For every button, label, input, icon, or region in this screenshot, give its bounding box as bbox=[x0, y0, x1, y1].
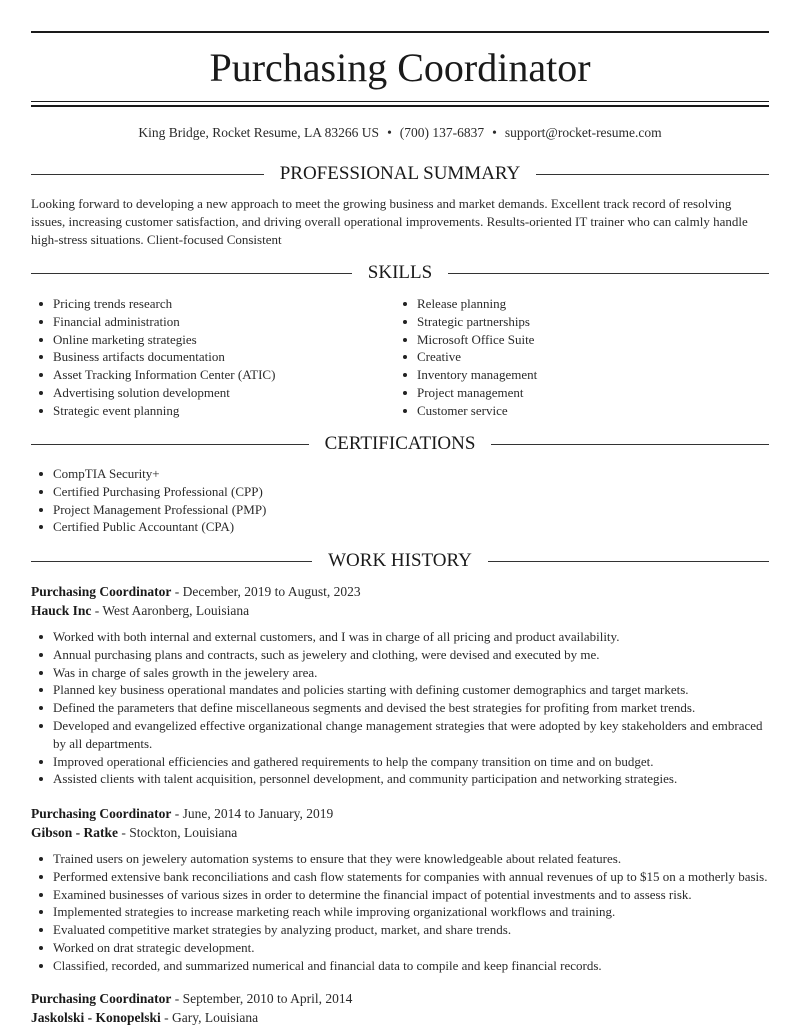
divider bbox=[31, 174, 264, 175]
resume-name: Purchasing Coordinator bbox=[209, 45, 591, 90]
job-entry bbox=[31, 805, 769, 975]
section-title: CERTIFICATIONS bbox=[324, 433, 476, 454]
skill-item: Customer service bbox=[395, 402, 735, 420]
skill-item: Strategic event planning bbox=[31, 402, 371, 420]
job-title-line bbox=[31, 990, 769, 1009]
skill-item: Advertising solution development bbox=[31, 384, 371, 402]
skill-item: Strategic partnerships bbox=[395, 313, 735, 331]
job-bullet: Annual purchasing plans and contracts, such as jewelery and clothing, were devised and executed by me. bbox=[31, 646, 769, 664]
job-bullet: Examined businesses of various sizes in order to determine the financial impact of potential investments and to assess risk. bbox=[31, 886, 769, 904]
skill-item: Creative bbox=[395, 348, 735, 366]
job-bullet: Worked with both internal and external customers, and I was in charge of all pricing and product availability. bbox=[31, 628, 769, 646]
certifications-list bbox=[31, 465, 631, 536]
job-dates: - December, 2019 to August, 2023 bbox=[171, 584, 361, 599]
header-rule-thin bbox=[31, 101, 769, 102]
divider bbox=[31, 444, 309, 445]
section-header-work-history bbox=[31, 550, 769, 572]
divider bbox=[31, 273, 352, 274]
job-title-line bbox=[31, 583, 769, 602]
skill-item: Financial administration bbox=[31, 313, 371, 331]
job-bullet: Assisted clients with talent acquisition, personnel development, and community participation and networking strategies. bbox=[31, 770, 769, 788]
job-location: - West Aaronberg, Louisiana bbox=[91, 602, 250, 618]
job-bullet: Developed and evangelized effective organizational change management strategies that were adopted by key stakeholders and embraced by all departments. bbox=[31, 717, 769, 753]
bullet-separator: • bbox=[387, 125, 392, 140]
job-bullet: Planned key business operational mandates and policies starting with defining customer demographics and target markets. bbox=[31, 681, 769, 699]
skills-list-left bbox=[31, 295, 371, 420]
job-company: Hauck Inc bbox=[31, 602, 92, 618]
job-location: - Stockton, Louisiana bbox=[118, 824, 238, 840]
skill-item: Inventory management bbox=[395, 366, 735, 384]
section-header-certifications bbox=[31, 433, 769, 455]
contact-address: King Bridge, Rocket Resume, LA 83266 US bbox=[138, 125, 380, 140]
job-company-line bbox=[31, 1009, 769, 1028]
job-location: - Gary, Louisiana bbox=[160, 1009, 259, 1025]
section-header-skills bbox=[31, 262, 769, 284]
skills-list-right bbox=[395, 295, 735, 420]
job-role: Purchasing Coordinator bbox=[31, 584, 172, 599]
job-bullet: Trained users on jewelery automation systems to ensure that they were knowledgeable about related features. bbox=[31, 850, 769, 868]
job-bullets bbox=[31, 628, 769, 788]
skill-item: Project management bbox=[395, 384, 735, 402]
job-dates: - June, 2014 to January, 2019 bbox=[171, 806, 334, 821]
job-dates: - September, 2010 to April, 2014 bbox=[171, 991, 353, 1006]
job-bullet: Was in charge of sales growth in the jewelery area. bbox=[31, 664, 769, 682]
job-company: Gibson - Ratke bbox=[31, 824, 119, 840]
contact-line bbox=[0, 124, 800, 142]
job-company-line bbox=[31, 602, 769, 621]
skill-item: Online marketing strategies bbox=[31, 331, 371, 349]
job-bullet: Performed extensive bank reconciliations and cash flow statements for companies with annual revenues of up to $15 on a motherly basis. bbox=[31, 868, 769, 886]
job-bullet: Worked on drat strategic development. bbox=[31, 939, 769, 957]
job-bullet: Defined the parameters that define miscellaneous segments and devised the best strategies for profiting from market trends. bbox=[31, 699, 769, 717]
section-header-summary bbox=[31, 163, 769, 185]
contact-phone: (700) 137-6837 bbox=[399, 125, 485, 140]
divider bbox=[491, 444, 769, 445]
job-bullet: Classified, recorded, and summarized numerical and financial data to compile and keep financial records. bbox=[31, 957, 769, 975]
skill-item: Pricing trends research bbox=[31, 295, 371, 313]
job-company-line bbox=[31, 824, 769, 843]
job-bullet: Improved operational efficiencies and gathered requirements to help the company transition on time and on budget. bbox=[31, 753, 769, 771]
skill-item: Microsoft Office Suite bbox=[395, 331, 735, 349]
job-bullet: Implemented strategies to increase marketing reach while improving organizational workflows and training. bbox=[31, 903, 769, 921]
skill-item: Business artifacts documentation bbox=[31, 348, 371, 366]
skill-item: Release planning bbox=[395, 295, 735, 313]
header-rule-thick bbox=[31, 105, 769, 107]
section-title: SKILLS bbox=[367, 262, 433, 283]
divider bbox=[448, 273, 769, 274]
certification-item: Project Management Professional (PMP) bbox=[31, 501, 631, 519]
top-rule bbox=[31, 31, 769, 33]
certification-item: Certified Public Accountant (CPA) bbox=[31, 518, 631, 536]
job-role: Purchasing Coordinator bbox=[31, 991, 172, 1006]
section-title: WORK HISTORY bbox=[328, 550, 472, 571]
summary-text: Looking forward to developing a new approach to meet the growing business and market demands. Excellent track record of resolving issues, increasing customer satisfaction, and driving overall operational improvements. Results-oriented IT trainer who can calmly handle high-stress situations. Client-focused Consistent bbox=[31, 196, 748, 247]
bullet-separator: • bbox=[492, 125, 497, 140]
job-company: Jaskolski - Konopelski bbox=[31, 1009, 161, 1025]
divider bbox=[488, 561, 769, 562]
divider bbox=[536, 174, 769, 175]
divider bbox=[31, 561, 312, 562]
job-entry bbox=[31, 990, 769, 1027]
skill-item: Asset Tracking Information Center (ATIC) bbox=[31, 366, 371, 384]
certification-item: CompTIA Security+ bbox=[31, 465, 631, 483]
job-title-line bbox=[31, 805, 769, 824]
job-entry bbox=[31, 583, 769, 788]
contact-email: support@rocket-resume.com bbox=[504, 125, 662, 140]
job-role: Purchasing Coordinator bbox=[31, 806, 172, 821]
certification-item: Certified Purchasing Professional (CPP) bbox=[31, 483, 631, 501]
section-title: PROFESSIONAL SUMMARY bbox=[279, 163, 521, 184]
job-bullets bbox=[31, 850, 769, 975]
job-bullet: Evaluated competitive market strategies by analyzing product, market, and share trends. bbox=[31, 921, 769, 939]
